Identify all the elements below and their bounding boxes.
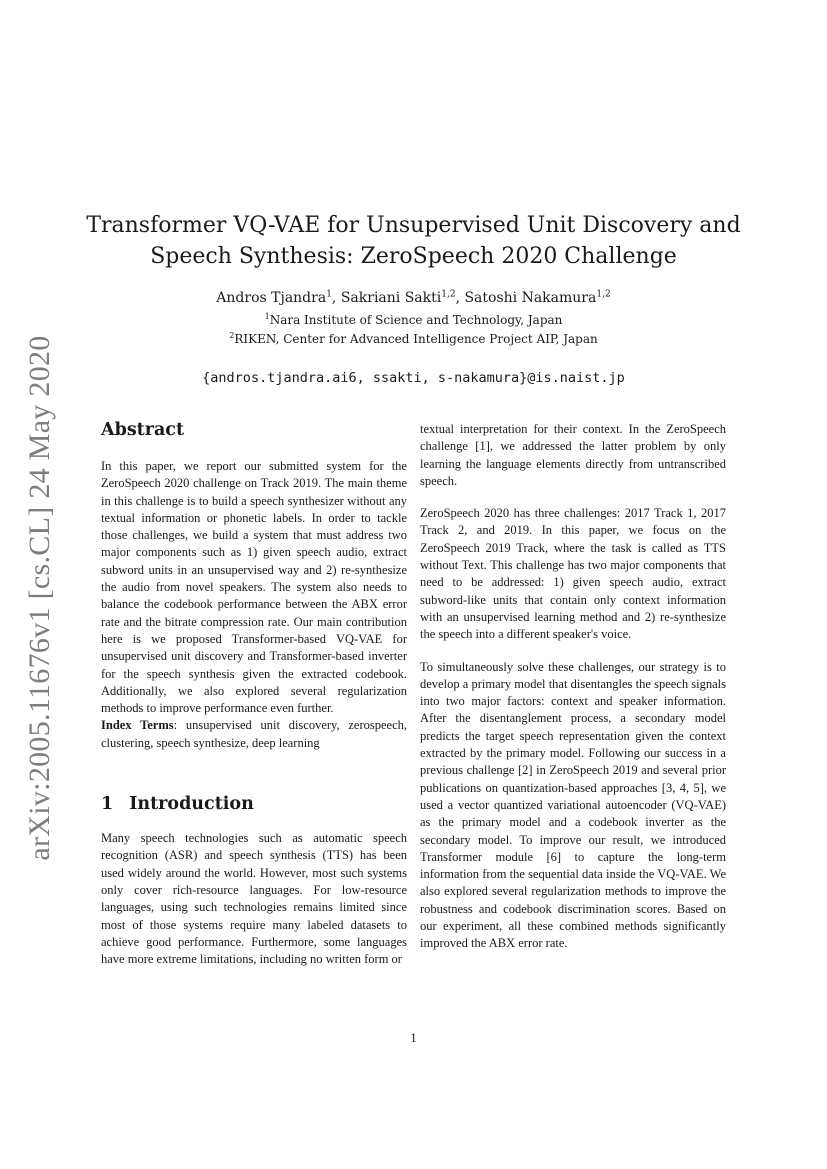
title-line-1: Transformer VQ-VAE for Unsupervised Unit Discovery and <box>86 213 741 238</box>
index-terms <box>101 717 407 752</box>
section-number: 1 <box>101 794 114 815</box>
author-list <box>0 287 827 309</box>
author-affiliation-mark: 1,2 <box>596 289 611 300</box>
abstract-text: In this paper, we report our submitted system for the ZeroSpeech 2020 challenge on Track 2019. The main theme in this challenge is to build a speech synthesizer without any textual information or phonetic labels. In order to tackle those challenges, we build a system that must address two major components such as 1) given speech audio, extract subword units in an unsupervised way and 2) re-synthesize the audio from novel speakers. The system also needs to balance the codebook performance between the ABX error rate and the bitrate compression rate. Our main contribution here is we proposed Transformer-based VQ-VAE for unsupervised unit discovery and Transformer-based inverter for the speech synthesis given the extracted codebook. Additionally, we also explored several regularization methods to improve performance even further. <box>101 459 407 716</box>
author-name: Andros Tjandra <box>216 290 327 306</box>
arxiv-identifier[interactable]: arXiv:2005.11676v1 [cs.CL] 24 May 2020 <box>23 335 56 861</box>
intro-paragraph-3: To simultaneously solve these challenges, our strategy is to develop a primary model that disentangles the speech signals into two major factors: context and speaker information. After the disentanglement process, a secondary model predicts the target speech representation given the context extracted by the primary model. Following our success in a previous challenge [2] in ZeroSpeech 2019 and several prior publications on quantization-based approaches [3, 4, 5], we used a vector quantized variational autoencoder (VQ-VAE) as the primary model and a codebook inverter as the secondary model. To improve our result, we introduced Transformer module [6] to capture the long-term information from the sequential data inside the VQ-VAE. We also explored several regularization methods to improve the robustness and codebook discrimination scores. Based on our experiment, all these combined methods significantly improved the ABX error rate. <box>420 659 726 951</box>
affiliation-2 <box>0 330 827 348</box>
intro-paragraph-1: Many speech technologies such as automatic speech recognition (ASR) and speech synthesis (TTS) has been used widely around the world. However, most such systems only cover rich-resource languages. For low-resource languages, using such technologies remains limited since most of those systems require many labeled datasets to achieve good performance. Furthermore, some languages have more extreme limitations, including no written form or <box>101 831 407 967</box>
author-name: Satoshi Nakamura <box>464 290 597 306</box>
affiliation-text: RIKEN, Center for Advanced Intelligence Project AIP, Japan <box>234 332 598 346</box>
affiliation-text: Nara Institute of Science and Technology, Japan <box>269 313 563 327</box>
right-column <box>420 421 726 953</box>
index-terms-label: Index Terms <box>101 718 174 733</box>
author-separator: , <box>331 290 341 306</box>
intro-paragraph-2: ZeroSpeech 2020 has three challenges: 2017 Track 1, 2017 Track 2, and 2019. In this paper, we focus on the ZeroSpeech 2019 Track, where the task is called as TTS without Text. This challenge has two major components that need to be addressed: 1) given speech audio, extract subword-like units that contain only context information with an unsupervised learning method and 2) re-synthesize the speech into a different speaker's voice. <box>420 506 726 642</box>
author-email[interactable]: {andros.tjandra.ai6, ssakti, s-nakamura}@is.naist.jp <box>202 370 625 386</box>
author-affiliation-mark: 1,2 <box>441 289 456 300</box>
affiliation-mark: 2 <box>229 331 235 340</box>
paper-title <box>0 210 827 272</box>
index-terms-text: : unsupervised unit discovery, zerospeech, clustering, speech synthesize, deep learning <box>101 718 407 750</box>
affiliation-1 <box>0 311 827 329</box>
section-title: Introduction <box>129 794 254 815</box>
left-column <box>101 418 407 968</box>
affiliation-mark: 1 <box>264 312 270 321</box>
introduction-heading <box>101 792 407 816</box>
intro-paragraph-continuation: textual interpretation for their context. In the ZeroSpeech challenge [1], we addressed the latter problem by only learning the language elements directly from untranscribed speech. <box>420 422 726 488</box>
abstract-heading: Abstract <box>101 420 185 440</box>
page-number: 1 <box>410 1031 417 1045</box>
title-line-2: Speech Synthesis: ZeroSpeech 2020 Challenge <box>150 244 677 269</box>
author-affiliation-mark: 1 <box>326 289 332 300</box>
author-separator: , <box>455 290 465 306</box>
author-name: Sakriani Sakti <box>340 290 442 306</box>
